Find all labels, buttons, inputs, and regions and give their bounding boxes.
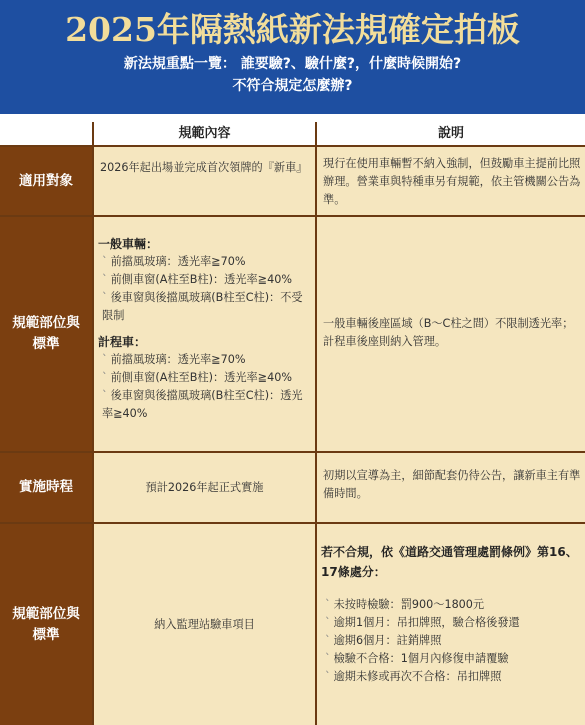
row-content-standards <box>94 217 315 451</box>
row-label-standards: 規範部位與標準 <box>0 217 92 451</box>
group-heading-general: 一般車輛： <box>98 237 159 251</box>
title-banner <box>0 0 585 114</box>
page-subtitle-line1: 新法規重點一覽： 誰要驗?、驗什麼?，什麼時候開始? <box>123 56 462 72</box>
bullet-icon: ˋ <box>102 371 108 384</box>
page-title: 2025年隔熱紙新法規確定拍板 <box>65 10 520 49</box>
bullet-icon: ˋ <box>102 273 108 286</box>
bullet-icon: ˋ <box>325 616 331 629</box>
row-note-penalty <box>317 524 585 725</box>
row-label-schedule: 實施時程 <box>0 453 92 522</box>
list-item: ˋ 後車窗與後擋風玻璃(B柱至C柱)：不受限制 <box>102 291 303 322</box>
list-item: ˋ 前擋風玻璃：透光率≧70% <box>102 255 246 268</box>
row-note-schedule: 初期以宣導為主，細節配套仍待公告，讓新車主有準備時間。 <box>317 453 585 522</box>
bullet-icon: ˋ <box>102 389 108 402</box>
bullet-icon: ˋ <box>325 598 331 611</box>
list-item: ˋ 逾期6個月：註銷牌照 <box>325 634 442 647</box>
penalty-heading: 若不合規，依《道路交通管理處罰條例》第16、17條處分： <box>321 545 578 579</box>
row-note-standards: 一般車輛後座區域（B～C柱之間）不限制透光率；計程車後座則納入管理。 <box>317 217 585 451</box>
bullet-icon: ˋ <box>102 353 108 366</box>
row-content-schedule: 預計2026年起正式實施 <box>94 453 315 522</box>
list-item: ˋ 前側車窗(A柱至B柱)：透光率≧40% <box>102 371 292 384</box>
row-label-penalty: 規範部位與標準 <box>0 524 92 725</box>
bullet-icon: ˋ <box>325 652 331 665</box>
page-subtitle-line2: 不符合規定怎麼辦? <box>232 78 353 94</box>
row-content-target: 2026年起出場並完成首次領牌的『新車』 <box>94 147 315 215</box>
column-header-content: 規範內容 <box>178 126 231 141</box>
row-label-target: 適用對象 <box>0 147 92 215</box>
column-header-note: 說明 <box>437 126 464 141</box>
bullet-icon: ˋ <box>325 634 331 647</box>
row-content-penalty: 納入監理站驗車項目 <box>94 524 315 725</box>
list-item: ˋ 未按時檢驗：罰900～1800元 <box>325 598 485 611</box>
bullet-icon: ˋ <box>325 670 331 683</box>
list-item: ˋ 前側車窗(A柱至B柱)：透光率≧40% <box>102 273 292 286</box>
list-item: ˋ 逾期1個月：吊扣牌照，驗合格後發還 <box>325 616 520 629</box>
row-note-target: 現行在使用車輛暫不納入強制，但鼓勵車主提前比照辦理。營業車與特種車另有規範，依主管機關公告為準。 <box>317 147 585 215</box>
bullet-icon: ˋ <box>102 291 108 304</box>
group-heading-taxi: 計程車： <box>98 335 147 349</box>
list-item: ˋ 前擋風玻璃：透光率≧70% <box>102 353 246 366</box>
list-item: ˋ 後車窗與後擋風玻璃(B柱至C柱)：透光率≧40% <box>102 389 303 420</box>
list-item: ˋ 檢驗不合格：1個月內修復申請覆驗 <box>325 652 509 665</box>
bullet-icon: ˋ <box>102 255 108 268</box>
list-item: ˋ 逾期未修或再次不合格：吊扣牌照 <box>325 670 502 683</box>
